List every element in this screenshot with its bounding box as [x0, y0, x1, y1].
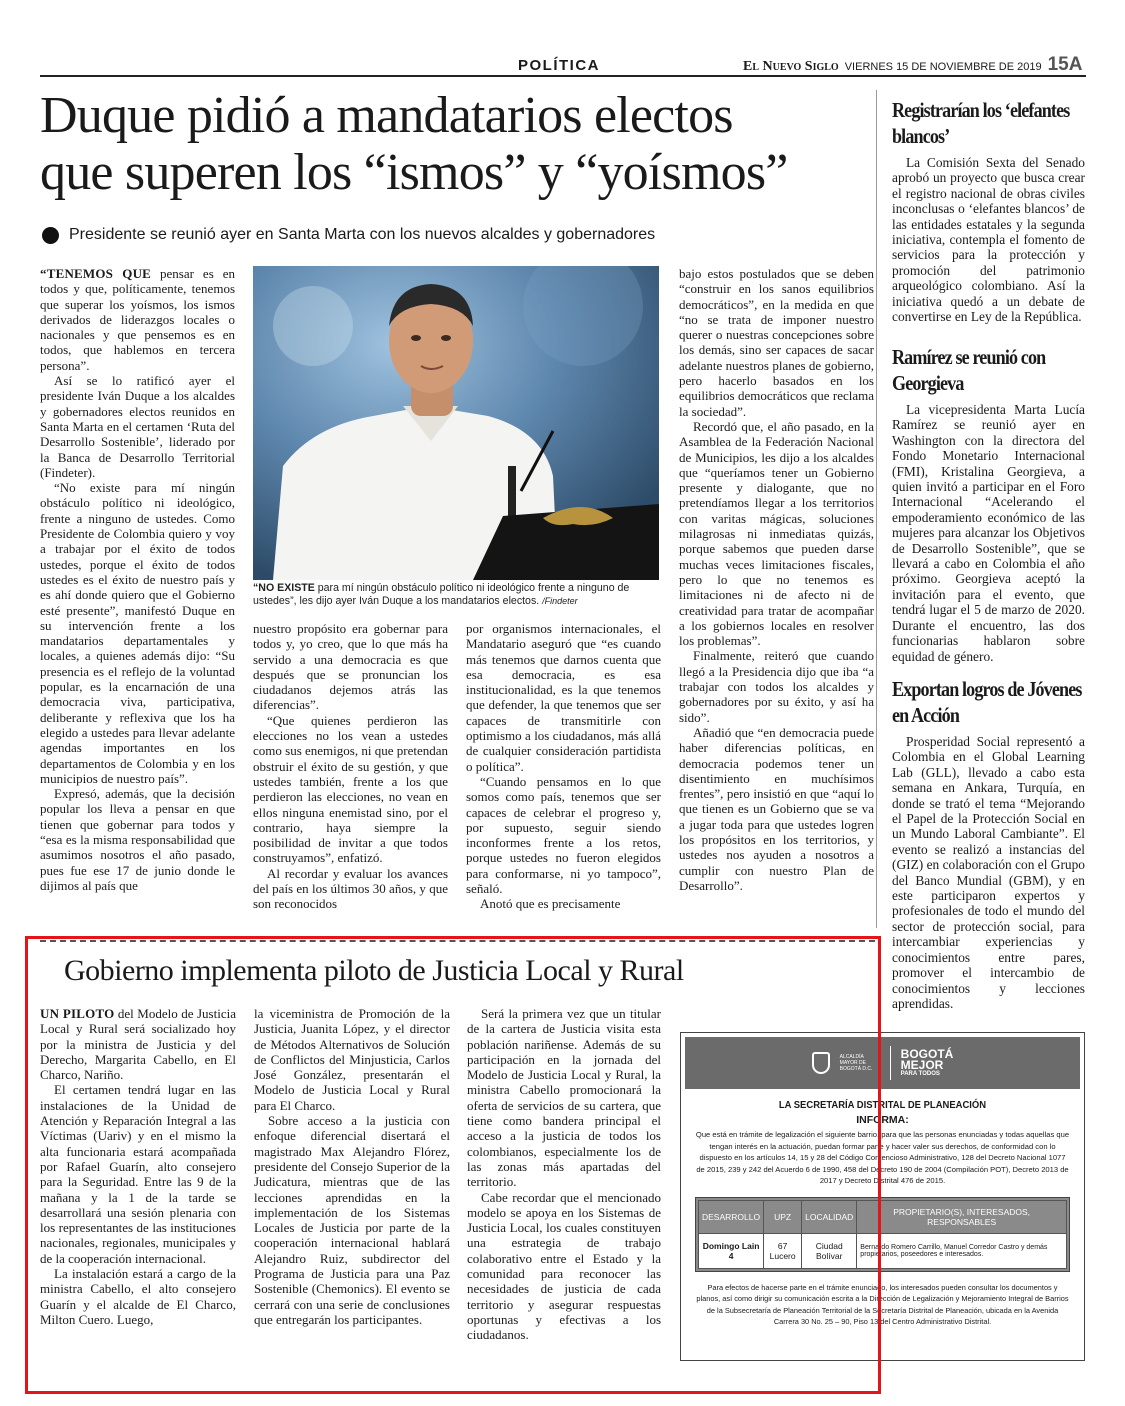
main-subhead: [42, 226, 655, 244]
table-header: LOCALIDAD: [802, 1200, 857, 1233]
paragraph: Recordó que, el año pasado, en la Asamblea de la Federación Nacional de Municipios, les dijo a los alcaldes que “queríamos tener un Gobierno presente y dialogante, que no pretendíamos llegar a los territorios con varitas mágicas, soluciones milagrosas ni inmediatas quizás, porque sabemos que pueden darse muchas veces limitaciones fiscales, pero lo que no tenemos es limitaciones ni de afecto ni de creatividad para tratar de acompañar a los gobiernos locales en resolver los problemas”.: [679, 418, 874, 649]
paragraph: del Modelo de Justicia Local y Rural será socializado hoy por la ministra de Justicia y del Derecho, Margarita Cabello, en El Charco, Nariño.: [40, 1006, 236, 1083]
paper-name: El Nuevo Siglo: [743, 59, 839, 74]
lead-word: “TENEMOS QUE: [40, 266, 152, 281]
sidebar-item: [892, 344, 1085, 676]
main-col-2: [253, 621, 448, 934]
ad-footer: Para efectos de hacerse parte en el trámite enunciado, los interesados pueden consultar los documentos y planos, así como dirigir su comunicación escrita a la Dirección de Legalización y Mejoramiento Integral de Barrios de la Subsecretaría de Planeación Territorial de la Secretaría Distrital de Planeación, ubicada en la Avenida Carrera 30 No. 25 – 90, Piso 13 del Centro Administrativo Distrital.: [696, 1282, 1069, 1326]
paragraph: La instalación estará a cargo de la ministra Cabello, el alto consejero Guarín y el alcalde de El Charco, Milton Cuero. Luego,: [40, 1266, 236, 1327]
main-headline: [40, 87, 875, 201]
table-header: PROPIETARIO(S), INTERESADOS, RESPONSABLES: [857, 1200, 1067, 1233]
headline-line-1: Duque pidió a mandatarios electos: [40, 87, 733, 144]
main-col-1: [40, 266, 235, 934]
paragraph: Así se lo ratificó ayer el presidente Iván Duque a los alcaldes y gobernadores electos reunidos en Santa Marta en el certamen ‘Ruta del Desarrollo Sostenible’, liderado por la Banca de Desarrollo Territorial (Findeter).: [40, 373, 235, 480]
paragraph: Expresó, además, que la decisión popular los lleva a pensar en que tienen que gobernar para todos y “esa es la misma responsabilidad que asumimos nosotros el año pasado, pues fue ese 17 de junio donde le dijimos al país que: [40, 786, 235, 893]
caption-lead: “NO EXISTE: [253, 582, 315, 594]
masthead-right: [743, 54, 1082, 76]
table-cell: Ciudad Bolívar: [802, 1233, 857, 1268]
paragraph: Cabe recordar que el mencionado modelo se apoya en los Sistemas de Justicia Local, los cuales constituyen una estrategia de trabajo colaborativo entre el Estado y la comunidad para reconocer las necesidades de justicia de cada territorio y asegurar respuestas oportunas y efectivas a los ciudadanos.: [467, 1189, 661, 1343]
paragraph: pensar es en todos y que, políticamente, tenemos que superar los yoísmos, los ismos derivados de liderazgos locales o nacionales y que pensemos es en todos, que hablemos en tercera persona”.: [40, 266, 235, 373]
paragraph: “Que quienes perdieron las elecciones no los vean a ustedes como sus enemigos, ni que pretendan obstruir el éxito de su gestión, y que ustedes también, frente a los que perdieron las elecciones, no vean en ellos ninguna enemistad sino, por el contrario, haya siempre la posibilidad de invitar a que todos construyamos”, enfatizó.: [253, 712, 448, 866]
sidebar-text: La vicepresidenta Marta Lucía Ramírez se reunió ayer en Washington con la directora del Fondo Monetario Internacional (FMI), Kristalina Georgieva, a quien invitó a participar en el Foro Internacional “Acelerando el empoderamiento económico de las mujeres para alcanzar los Objetivos de Desarrollo Sostenible”, que se llevará a cabo en Colombia el año próximo. Georgieva aceptó la invitación para el evento, que tendrá lugar el 5 de marzo de 2020. Durante el encuentro, las dos funcionarias hablaron sobre equidad de género.: [892, 402, 1085, 664]
masthead-rule: [40, 75, 1086, 77]
paragraph: Al recordar y evaluar los avances del país en los últimos 30 años, y que son reconocidos: [253, 865, 448, 912]
section-label: POLÍTICA: [518, 57, 600, 74]
ad-title: LA SECRETARÍA DISTRITAL DE PLANEACIÓN: [778, 1099, 987, 1111]
paragraph: Añadió que “en democracia puede haber diferencias políticas, en democracia podemos tener un disentimiento en muchísimos frentes”, pero insistió en que “aquí lo que tienen es un Gobierno que se va a jugar toda para que ustedes logren los propósitos en los territorios, y ustedes nos ayuden a nosotros a cumplir con nuestro Plan de Desarrollo”.: [679, 724, 874, 893]
paragraph: Sobre acceso a la justicia con enfoque diferencial disertará el magistrado Max Alejandro Flórez, presidente del Consejo Superior de la Judicatura, mientras que de las lecciones aprendidas en la implementación de los Sistemas Locales de Justicia por parte de la cooperación internacional hablará Alejandro Ruiz, subdirector del Programa de Justicia para una Paz Sostenible (Chemonics). El evento se cerrará con una serie de conclusiones que entregarán los participantes.: [254, 1113, 450, 1327]
paragraph: El certamen tendrá lugar en las instalaciones de la Unidad de Atención y Reparación Integral a las Víctimas (Uariv) y en el mismo la alta funcionaria estará acompañada por Rafael Guarín, alto consejero para la Seguridad. Entre las 9 de la mañana y la 1 de la tarde se desarrollará una sesión plenaria con los representantes de las instituciones nacionales, regionales, municipales y de la cooperación internacional.: [40, 1082, 236, 1266]
sidebar-title: Registrarían los ‘elefantes blancos’: [892, 98, 1070, 148]
paragraph: por organismos internacionales, el Mandatario aseguró que “es cuando más tenemos que darnos cuenta que esa democracia, es esa institucionalidad, es la que tenemos que defender, la que tenemos que ser capaces de transmitirle con optimismo a los ciudadanos, más allá de cualquier consideración partidista o política”.: [466, 621, 661, 774]
subhead-text: Presidente se reunió ayer en Santa Marta con los nuevos alcaldes y gobernadores: [69, 226, 656, 243]
sidebar-item: [892, 676, 1085, 1036]
ad-subtitle: INFORMA:: [856, 1114, 909, 1126]
ad-body: Que está en trámite de legalización el siguiente barrio, para que las personas enunciadas y todas aquellas que tengan interés en la actuación, puedan formar parte y hacer valer sus derechos, de conformidad con lo dispuesto en los artículos 14, 15 y 28 del Código Contencioso Administrativo, 128 del Decreto Nacional 1077 de 2015, 239 y 242 del Acuerdo 6 de 1990, 458 del Decreto 190 de 2004 (Compilación POT), Decreto 2013 de 2017 y Decreto Distrital 476 de 2015.: [695, 1130, 1070, 1185]
table-header: UPZ: [764, 1200, 802, 1233]
sidebar-title: Exportan logros de Jóvenes en Acción: [892, 677, 1082, 727]
page-number: 15A: [1047, 54, 1083, 75]
paragraph: “No existe para mí ningún obstáculo político ni ideológico, frente a ninguno de ustedes. Como Presidente de Colombia quiero y voy a trabajar por el éxito de todos ustedes, porque el éxito de todos ustedes es el éxito de nuestro país y es ahí donde quiero que el Gobierno esté presente”, manifestó Duque en su intervención frente a los mandatarios departamentales y locales, a quienes además dijo: “Su presencia es el reflejo de la voluntad popular, es la encarnación de una democracia viva, participativa, deliberante y reflexiva que los ha elegido a ustedes para llevar adelante agendas importantes en los departamentos de Colombia y en los municipios de nuestro país”.: [40, 480, 235, 786]
sidebar-text: Prosperidad Social representó a Colombia en el Global Learning Lab (GLL), llevado a cabo esta semana en Ankara, Turquía, en donde se trató el tema “Mejorando el Papel de la Protección Social en un Mundo Laboral Cambiante”. El evento se realizó a instancias del (GIZ) en colaboración con el Grupo del Banco Mundial (GBM), y en este participaron expertos y profesionales de todo el mundo del sector de protección social, para intercambiar experiencias y conocimientos entre pares, promover el intercambio de conocimientos y lecciones aprendidas.: [892, 734, 1085, 1011]
ad-logo-small: ALCALDÍA MAYOR DE BOGOTÁ D.C.: [839, 1054, 873, 1072]
caption-credit: /Findeter: [542, 596, 578, 606]
highlight-box: [25, 936, 881, 1394]
ad-logo-big: BOGOTÁ MEJOR PARA TODOS: [900, 1046, 954, 1077]
paragraph: nuestro propósito era gobernar para todos y, yo creo, que lo que más ha servido a una democracia es que después que se pronuncian los ciudadanos dejemos atrás las diferencias”.: [253, 621, 448, 713]
main-photo: [253, 266, 659, 580]
table-cell: Bernardo Romero Carrillo, Manuel Corredor Castro y demás propietarios, poseedores e interesados.: [857, 1233, 1067, 1268]
sidebar: [892, 97, 1085, 1036]
paragraph: “Cuando pensamos en lo que somos como país, tenemos que ser capaces de celebrar el progreso y, por supuesto, seguir siendo inconformes frente a los retos, porque ustedes no fueron elegidos para conformarse, ni yo tampoco”, señaló.: [466, 773, 661, 897]
column-divider: [876, 90, 877, 928]
paragraph: la viceministra de Promoción de la Justicia, Juanita López, y el director de Métodos Alternativos de Solución de Conflictos del Minjusticia, Carlos José González, presentarán el Modelo de Justicia Local y Rural para El Charco.: [254, 1006, 450, 1113]
second-headline: Gobierno implementa piloto de Justicia Local y Rural: [64, 954, 684, 987]
headline-line-2: que superen los “ismos” y “yoísmos”: [40, 144, 788, 201]
paragraph: bajo estos postulados que se deben “construir en los sanos equilibrios democráticos”, en la medida en que “no se trata de imponer nuestro querer o nuestras concepciones sobre los demás, sino ser capaces de sacar adelante nuestros planes de gobierno, pero hacerlo basados en los equilibrios democráticos que reclama la sociedad”.: [679, 266, 874, 419]
bullet-icon: [42, 227, 59, 244]
paragraph: Finalmente, reiteró que cuando llegó a la Presidencia dijo que iba “a trabajar con todos los alcaldes y gobernadores por su éxito, y así ha sido”.: [679, 648, 874, 725]
sidebar-item: [892, 97, 1085, 344]
main-col-3: [466, 621, 661, 934]
main-col-4: [679, 266, 874, 934]
speaker-illustration: [253, 266, 659, 580]
caption-text: para mí ningún obstáculo político ni ideológico frente a ninguno de ustedes”, les dijo ayer Iván Duque a los mandatarios electos.: [253, 582, 630, 607]
issue-date: VIERNES 15 DE NOVIEMBRE DE 2019: [844, 61, 1042, 73]
table-cell: 67 Lucero: [764, 1233, 802, 1268]
sidebar-title: Ramírez se reunió con Georgieva: [892, 345, 1046, 395]
paragraph: Anotó que es precisamente: [480, 896, 621, 912]
photo-caption: [253, 582, 663, 608]
table-cell: Domingo Lain 4: [699, 1233, 764, 1268]
table-header: DESARROLLO: [699, 1200, 764, 1233]
sidebar-text: La Comisión Sexta del Senado aprobó un proyecto que busca crear el registro nacional de obras civiles inconclusas o ‘elefantes blancos’ de las entidades estatales y la segunda iniciativa, contempla el fomento de servicios para la protección y promoción del patrimonio arqueológico colombiano. Así la iniciativa quedó a un debate de convertirse en Ley de la República.: [892, 155, 1085, 325]
paragraph: Será la primera vez que un titular de la cartera de Justicia visita esta población nariñense. Además de su participación en la jornada del Modelo de Justicia Local y Rural, la ministra Cabello promocionará la oferta de servicios de su cartera, que tiene como bandera principal el acceso a la justicia de todos los colombianos, especialmente los de las zonas más apartadas del territorio.: [467, 1006, 661, 1190]
lead-word: UN PILOTO: [40, 1006, 115, 1021]
